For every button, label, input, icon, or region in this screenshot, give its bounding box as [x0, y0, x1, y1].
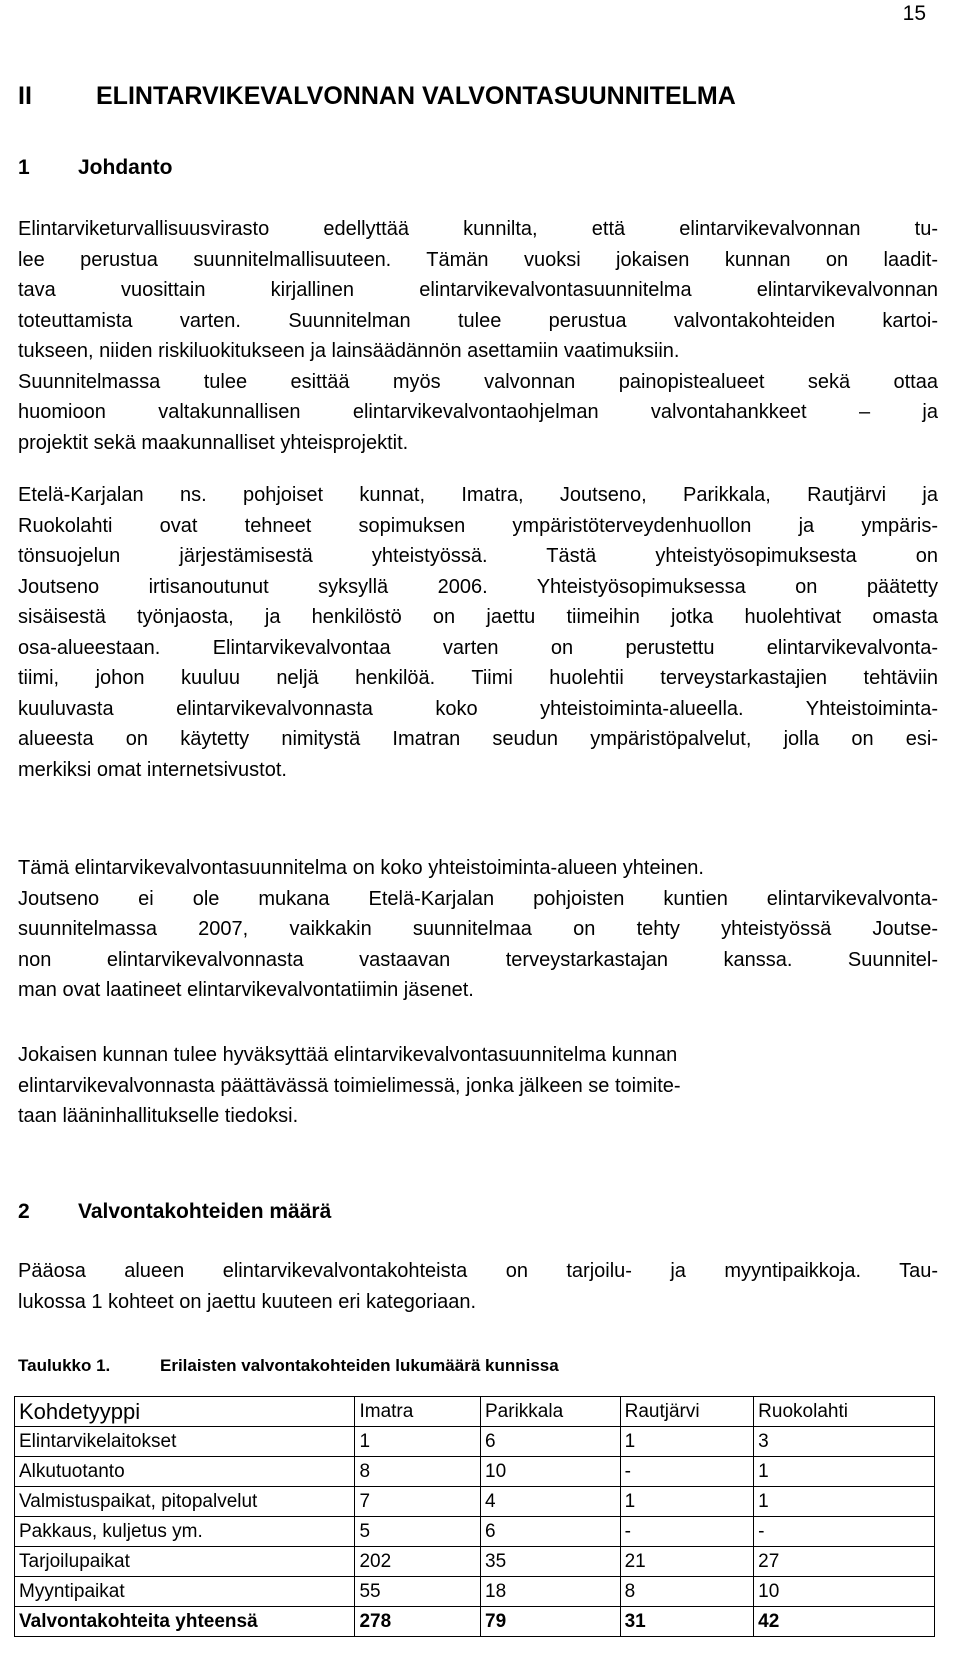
- text-line: Etelä-Karjalan ns. pohjoiset kunnat, Imatra, Joutseno, Parikkala, Rautjärvi ja: [18, 484, 938, 506]
- paragraph-targets: [18, 1256, 938, 1317]
- text-line: merkiksi omat internetsivustot.: [18, 758, 287, 781]
- header-cell: Rautjärvi: [620, 1397, 754, 1427]
- table-cell: 55: [355, 1577, 481, 1607]
- section-number: 2: [18, 1200, 30, 1223]
- table-cell: 1: [620, 1427, 754, 1457]
- table-row: [15, 1517, 935, 1547]
- table-cell: Valvontakohteita yhteensä: [15, 1607, 355, 1637]
- inspection-targets-table: [14, 1396, 935, 1637]
- table-caption: [18, 1356, 559, 1376]
- text-line: lee perustua suunnitelmallisuuteen. Tämän vuoksi jokaisen kunnan on laadit-: [18, 248, 938, 271]
- table-total-row: [15, 1607, 935, 1637]
- table-caption-label: Taulukko 1.: [18, 1356, 111, 1375]
- text-line: sisäisestä työnjaosta, ja henkilöstö on jaettu tiimeihin jotka huolehtivat omasta: [18, 606, 938, 628]
- paragraph-approval: [18, 1040, 938, 1132]
- table-cell: Myyntipaikat: [15, 1577, 355, 1607]
- table-row: [15, 1457, 935, 1487]
- page-number: 15: [902, 2, 926, 25]
- section-title: Valvontakohteiden määrä: [78, 1200, 332, 1223]
- table-cell: -: [620, 1517, 754, 1547]
- text-line: tukseen, niiden riskiluokitukseen ja lainsäädännön asettamiin vaatimuksiin.: [18, 340, 680, 362]
- table-header-row: [15, 1397, 935, 1427]
- table-cell: 1: [355, 1427, 481, 1457]
- table-cell: 10: [754, 1577, 935, 1607]
- table-cell: 18: [481, 1577, 621, 1607]
- table-cell: 21: [620, 1547, 754, 1577]
- text-line: man ovat laatineet elintarvikevalvontatiimin jäsenet.: [18, 979, 474, 1001]
- paragraph-introduction: [18, 214, 938, 458]
- table-cell: 278: [355, 1607, 481, 1637]
- table-cell: 8: [355, 1457, 481, 1487]
- chapter-number: II: [18, 82, 32, 110]
- text-line: Jokaisen kunnan tulee hyväksyttää elintarvikevalvontasuunnitelma kunnan: [18, 1044, 678, 1066]
- header-cell: Kohdetyyppi: [15, 1397, 355, 1427]
- paragraph-plan-scope: [18, 853, 938, 1006]
- text-line: Suunnitelmassa tulee esittää myös valvonnan painopistealueet sekä ottaa: [18, 370, 938, 393]
- table-row: [15, 1577, 935, 1607]
- text-line: toteuttamista varten. Suunnitelman tulee perustua valvontakohteiden kartoi-: [18, 309, 938, 332]
- table-cell: -: [754, 1517, 935, 1547]
- text-line: Joutseno irtisanoutunut syksyllä 2006. Yhteistyösopimuksessa on päätetty: [18, 575, 938, 598]
- text-line: alueesta on käytetty nimitystä Imatran seudun ympäristöpalvelut, jolla on esi-: [18, 728, 938, 750]
- table-cell: 27: [754, 1547, 935, 1577]
- header-cell: Ruokolahti: [754, 1397, 935, 1427]
- text-line: tönsuojelun järjestämisestä yhteistyössä. Tästä yhteistyösopimuksesta on: [18, 545, 938, 567]
- table-cell: 1: [620, 1487, 754, 1517]
- section-title: Johdanto: [78, 156, 173, 179]
- table-cell: 5: [355, 1517, 481, 1547]
- section-number: 1: [18, 156, 30, 179]
- table-cell: 1: [754, 1487, 935, 1517]
- table-cell: -: [620, 1457, 754, 1487]
- text-line: non elintarvikevalvonnasta vastaavan terveystarkastajan kanssa. Suunnitel-: [18, 948, 938, 971]
- text-line: elintarvikevalvonnasta päättävässä toimielimessä, jonka jälkeen se toimite-: [18, 1074, 681, 1097]
- text-line: Ruokolahti ovat tehneet sopimuksen ympäristöterveydenhuollon ja ympäris-: [18, 514, 938, 537]
- table-cell: 4: [481, 1487, 621, 1517]
- table-cell: Pakkaus, kuljetus ym.: [15, 1517, 355, 1547]
- table-cell: 10: [481, 1457, 621, 1487]
- table-cell: 35: [481, 1547, 621, 1577]
- header-cell: Parikkala: [481, 1397, 621, 1427]
- table-cell: 1: [754, 1457, 935, 1487]
- table-cell: 42: [754, 1607, 935, 1637]
- table-cell: Elintarvikelaitokset: [15, 1427, 355, 1457]
- table-cell: Tarjoilupaikat: [15, 1547, 355, 1577]
- table-row: [15, 1547, 935, 1577]
- text-line: huomioon valtakunnallisen elintarvikevalvontaohjelman valvontahankkeet – ja: [18, 401, 938, 423]
- text-line: Tämä elintarvikevalvontasuunnitelma on koko yhteistoiminta-alueen yhteinen.: [18, 857, 704, 879]
- text-line: projektit sekä maakunnalliset yhteisprojektit.: [18, 431, 409, 454]
- table-row: [15, 1487, 935, 1517]
- table-cell: Alkutuotanto: [15, 1457, 355, 1487]
- text-line: tiimi, johon kuuluu neljä henkilöä. Tiimi huolehtii terveystarkastajien tehtäviin: [18, 667, 938, 689]
- text-line: taan lääninhallitukselle tiedoksi.: [18, 1105, 299, 1127]
- chapter-title: ELINTARVIKEVALVONNAN VALVONTASUUNNITELMA: [96, 82, 736, 110]
- table-cell: 3: [754, 1427, 935, 1457]
- text-line: tava vuosittain kirjallinen elintarvikevalvontasuunnitelma elintarvikevalvonnan: [18, 279, 938, 301]
- table-cell: 8: [620, 1577, 754, 1607]
- table-cell: 31: [620, 1607, 754, 1637]
- table-cell: 79: [481, 1607, 621, 1637]
- paragraph-cooperation: [18, 480, 938, 785]
- table-cell: 6: [481, 1427, 621, 1457]
- table-cell: 7: [355, 1487, 481, 1517]
- text-line: Elintarviketurvallisuusvirasto edellyttää kunnilta, että elintarvikevalvonnan tu-: [18, 218, 938, 240]
- text-line: Pääosa alueen elintarvikevalvontakohteista on tarjoilu- ja myyntipaikkoja. Tau-: [18, 1260, 938, 1282]
- header-cell: Imatra: [355, 1397, 481, 1427]
- table-cell: 202: [355, 1547, 481, 1577]
- text-line: Joutseno ei ole mukana Etelä-Karjalan pohjoisten kuntien elintarvikevalvonta-: [18, 887, 938, 910]
- text-line: lukossa 1 kohteet on jaettu kuuteen eri kategoriaan.: [18, 1290, 477, 1313]
- text-line: kuuluvasta elintarvikevalvonnasta koko yhteistoiminta-alueella. Yhteistoiminta-: [18, 697, 938, 720]
- table-caption-text: Erilaisten valvontakohteiden lukumäärä kunnissa: [160, 1356, 559, 1375]
- table-cell: 6: [481, 1517, 621, 1547]
- table-cell: Valmistuspaikat, pitopalvelut: [15, 1487, 355, 1517]
- text-line: suunnitelmassa 2007, vaikkakin suunnitelmaa on tehty yhteistyössä Joutse-: [18, 918, 938, 940]
- text-line: osa-alueestaan. Elintarvikevalvontaa varten on perustettu elintarvikevalvonta-: [18, 636, 938, 659]
- table-row: [15, 1427, 935, 1457]
